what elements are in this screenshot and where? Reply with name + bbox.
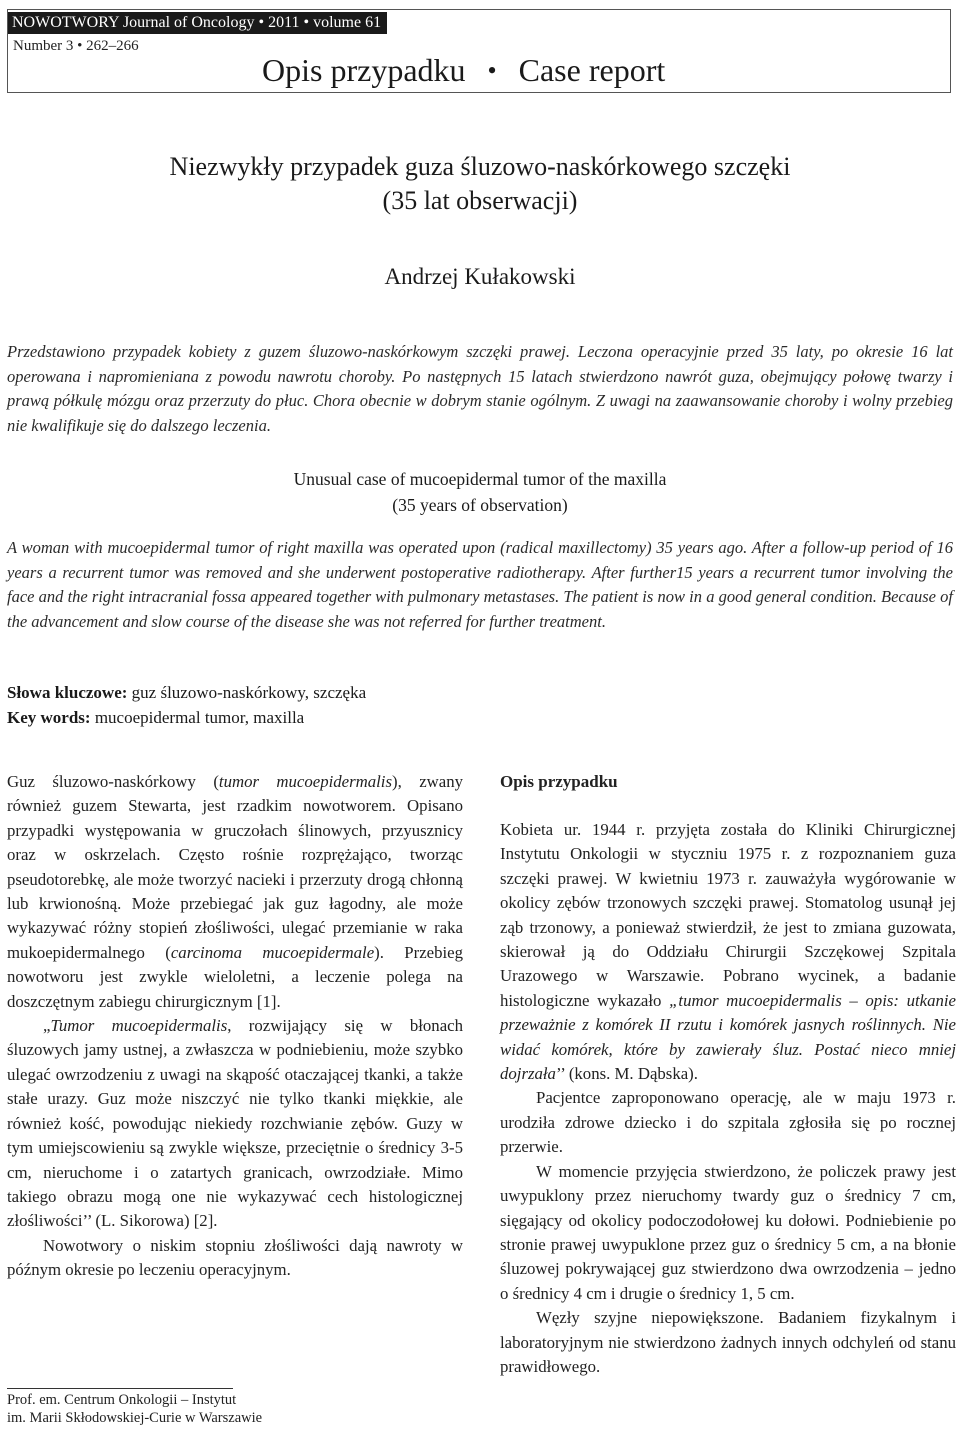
right-paragraph-3: W momencie przyjęcia stwierdzono, że policzek prawy jest uwypuklony przez nieruchomy twardy guz o średnicy 7 cm, sięgający od okolicy podoczodołowej ku dołowi. Podniebienie po stronie prawej uwypuklone przez guz o średnicy 5 cm, a na błonie śluzowej pokrywającej guz stwierdzono dwa owrzodzenia – jedno o średnicy 4 cm i drugie o średnicy 1, 5 cm. — [500, 1161, 956, 1303]
affiliation-line1: Prof. em. Centrum Onkologii – Instytut — [7, 1392, 237, 1408]
italic-term: tumor mucoepidermalis — [218, 772, 393, 791]
section-title-pl: Opis przypadku — [262, 52, 466, 88]
section-title — [0, 50, 960, 91]
right-column — [500, 770, 956, 1379]
footnote-rule — [7, 1388, 233, 1389]
english-title — [0, 466, 960, 518]
keywords-en-value: mucoepidermal tumor, maxilla — [90, 708, 305, 727]
keywords-pl-value: guz śluzowo-naskórkowy, szczęka — [127, 683, 367, 702]
text-run: Kobieta ur. 1944 r. przyjęta została do Kliniki Chirurgicznej Instytutu Onkologii w styczniu 1975 r. z rozpoznaniem guza szczęki prawej. W kwietniu 1973 r. zauważyła wygórowanie w okolicy zębów trzonowych szczęki prawej. Stomatolog usunął jej ząb trzonowy, a ponieważ stwierdził, że jest to zmiana guzowata, skierował ją do Oddziału Chirurgii Szczękowej Szpitala Urazowego w Warszawie. Pobrano wycinek, a badanie histologiczne wykazało — [500, 820, 956, 1010]
text-run: ). Przebieg nowotworu jest zwykle wieloletni, a leczenie polega na doszczętnym zabiegu chirurgicznym [1]. — [7, 942, 463, 1011]
left-paragraph-1 — [7, 770, 463, 1014]
case-heading: Opis przypadku — [500, 772, 618, 791]
english-title-line1: Unusual case of mucoepidermal tumor of the maxilla — [293, 469, 667, 489]
right-paragraph-2: Pacjentce zaproponowano operację, ale w maju 1973 r. urodziła zdrowe dziecko i do szpitala zgłosiła się po rocznej przerwie. — [500, 1088, 956, 1157]
english-title-line2: (35 years of observation) — [392, 495, 568, 515]
article-title-line2: (35 lat obserwacji) — [382, 186, 578, 215]
text-run: ), zwany również guzem Stewarta, jest rzadkim nowotworem. Opisano przypadki występowania w gruczołach ślinowych, przyusznicy oraz w oskrzelach. Często rośnie rozprężająco, tworząc pseudotorebkę, ale może tworzyć nacieki i przerzuty drogą chłonną lub krwionośną. Może przebiegać jak guz łagodny, ale może wykazywać różny stopień złośliwości, ulegać przemianie w raka mukoepidermalnego ( — [7, 772, 464, 962]
affiliation-line2: im. Marii Skłodowskiej-Curie w Warszawie — [7, 1410, 263, 1426]
article-title-line1: Niezwykły przypadek guza śluzowo-naskórkowego szczęki — [169, 152, 791, 181]
left-paragraph-3: Nowotwory o niskim stopniu złośliwości dają nawroty w późnym okresie po leczeniu operacyjnym. — [7, 1235, 463, 1280]
keywords-pl-label: Słowa kluczowe: — [7, 683, 128, 702]
left-column — [7, 770, 463, 1283]
italic-quote: „tumor mucoepidermalis – opis: utkanie przeważnie z komórek II rzutu i komórek jasnych roślinnych. Nie widać komórek, które by zawierały śluz. Postać nieco mniej dojrzała — [500, 990, 957, 1084]
italic-term: Tumor mucoepidermalis — [50, 1016, 228, 1036]
left-paragraph-2 — [7, 1014, 463, 1234]
italic-term: carcinoma mucoepidermale — [170, 942, 375, 962]
keywords-en-label: Key words: — [7, 708, 91, 727]
author-affiliation — [7, 1391, 327, 1427]
journal-line: NOWOTWORY Journal of Oncology • 2011 • volume 61 — [8, 12, 387, 34]
keywords-en — [7, 705, 953, 730]
section-title-en: Case report — [518, 52, 666, 88]
right-paragraph-4: Węzły szyjne niepowiększone. Badaniem fizykalnym i laboratoryjnym nie stwierdzono żadnych innych odchyleń od stanu prawidłowego. — [500, 1308, 956, 1376]
article-title — [0, 150, 960, 218]
text-run: Guz śluzowo-naskórkowy ( — [7, 772, 219, 791]
text-run: ’’ (kons. M. Dąbska). — [555, 1064, 698, 1084]
abstract-en: A woman with mucoepidermal tumor of right maxilla was operated upon (radical maxillectomy) 35 years ago. After a follow-up period of 16 years a recurrent tumor was removed and she underwent postoperative radiotherapy. After further15 years a recurrent tumor involving the face and the right intracranial fossa appeared together with pulmonary metastases. The patient is now in a good general condition. Because of the advancement and slow course of the disease she was not referred for further treatment. — [7, 538, 953, 631]
author: Andrzej Kułakowski — [384, 264, 576, 289]
issue-line: Number 3 • 262–266 — [13, 38, 139, 54]
section-separator: • — [487, 56, 497, 85]
text-run: , rozwijający się w błonach śluzowych jamy ustnej, a zwłaszcza w podniebieniu, może szybko ulegać owrzodzeniu z uwagi na skąpość otaczającej tkanki, a także stałe urazy. Guz może niszczyć nie tylko tkanki miękkie, ale również kość, powodując niekiedy rozchwianie zębów. Guzy w tym umiejscowieniu są zwykle większe, przeciętnie o średnicy 3-5 cm, nieruchome i o zatartych granicach, owrzodziałe. Mimo takiego obrazu mogą one nie wykazywać cech histologicznej złośliwości’’ (L. Sikorowa) [2]. — [7, 1016, 463, 1231]
abstract-pl: Przedstawiono przypadek kobiety z guzem śluzowo-naskórkowym szczęki prawej. Leczona operacyjnie przed 35 laty, po okresie 16 lat operowana i napromieniana z powodu nawrotu choroby. Po następnych 15 latach stwierdzono nawrót guza, obejmujący połowę twarzy i prawą półkulę mózgu oraz przerzuty do płuc. Chora obecnie w dobrym stanie ogólnym. Z uwagi na zaawansowanie choroby i wolny przebieg nie kwalifikuje się do dalszego leczenia. — [7, 342, 953, 435]
text-run: „ — [43, 1016, 51, 1036]
keywords-pl — [7, 680, 953, 705]
right-paragraph-1 — [500, 818, 956, 1086]
